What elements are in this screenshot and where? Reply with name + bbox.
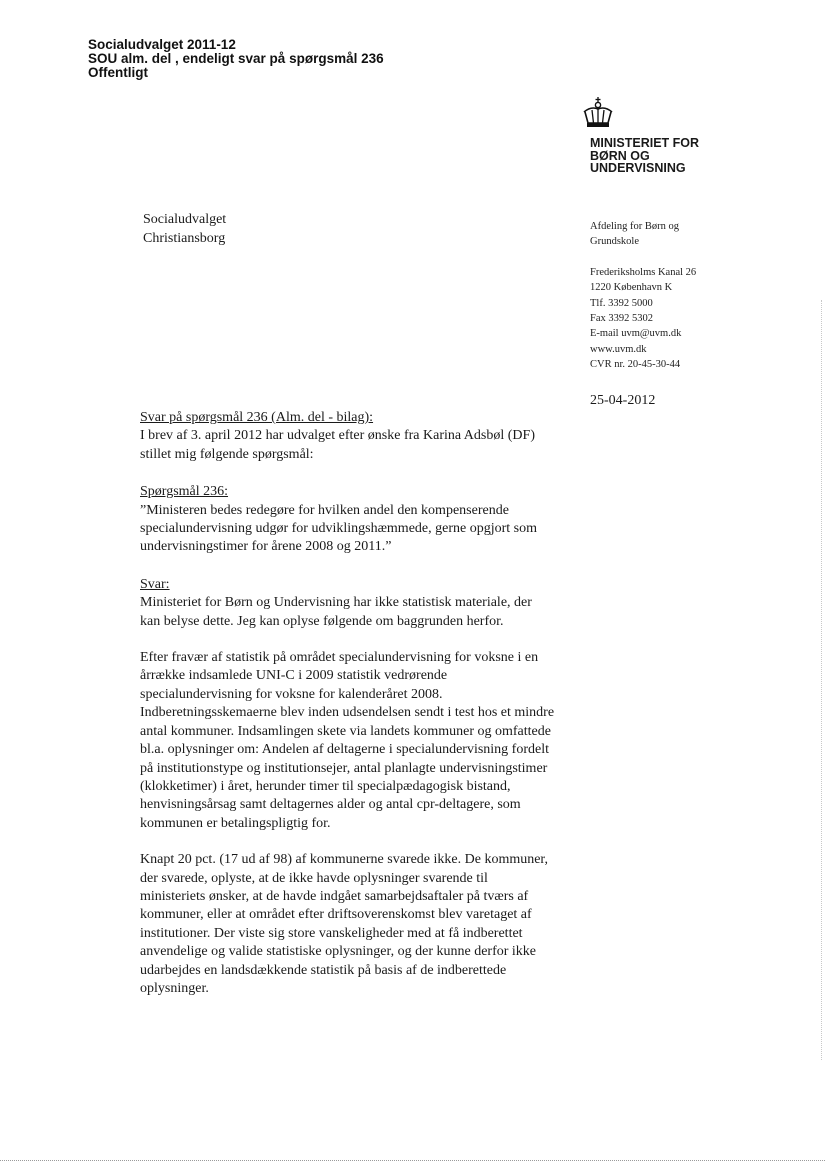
answer-paragraph-1: Ministeriet for Børn og Undervisning har ikke statistisk materiale, der kan belyse dette. Jeg kan oplyse følgende om baggrunden herfor. (140, 595, 532, 629)
street-address: Frederiksholms Kanal 26 (590, 266, 697, 278)
scan-edge-right (821, 300, 822, 1060)
ministry-name: MINISTERIET FOR BØRN OG UNDERVISNING (590, 136, 700, 175)
recipient-address: Socialudvalget Christiansborg (143, 212, 227, 246)
answer-paragraph-2: Efter fravær af statistik på området specialundervisning for voksne i en årrække indsamlede UNI-C i 2009 statistik vedrørende specialundervisning for voksne for kalenderåret 2008. Indberetningsskemaerne blev inden udsendelsen sendt i test hos et mindre antal kommuner. Indsamlingen skete via landets kommuner og omfattede bl.a. oplysninger om: Andelen af deltagerne i specialundervisning fordelt på institutionstype og institutionsejer, antal planlagte undervisningstimer (klokketimer) i året, herunder timer til specialpædagogisk bistand, henvisningsårsag samt deltagernes alder og antal cpr-deltagere, som kommunen er betalingspligtig for. (140, 650, 555, 831)
cvr-number: CVR nr. 20-45-30-44 (590, 359, 681, 371)
answer-heading: Svar: (140, 576, 170, 592)
subject-line: Svar på spørgsmål 236 (Alm. del - bilag): (140, 410, 374, 425)
crown-icon (580, 96, 616, 130)
fax-number: Fax 3392 5302 (590, 313, 653, 325)
answer-paragraph-3: Knapt 20 pct. (17 ud af 98) af kommunerne svarede ikke. De kommuner, der svarede, oplyste, at de ikke havde oplysninger svarende til ministeriets ønsker, at de havde indgået samarbejdsaftaler på tværs af kommuner, eller at området efter driftsoverenskomst blev varetaget af institutioner. Der viste sig store vanskeligheder med at få indberettet anvendelige og valide statistiske oplysninger, og der kunne derfor ikke udarbejdes en landsdækkende statistik på basis af de indberettede oplysninger. (140, 852, 549, 996)
scan-edge-bottom (0, 1160, 825, 1161)
sender-contact-info: Afdeling for Børn og Grundskole Frederiksholms Kanal 26 1220 København K Tlf. 3392 5000 Fax 3392 5302 E-mail uvm@uvm.dk www.uvm.dk CVR nr. 20-45-30-44 (590, 219, 696, 373)
question-text: ”Ministeren bedes redegøre for hvilken andel den kompenserende specialundervisning udgør for udviklingshæmmede, gerne opgjort som undervisningstimer for årene 2008 og 2011.” (140, 502, 537, 555)
department: Afdeling for Børn og (590, 221, 679, 232)
question-heading: Spørgsmål 236: (140, 484, 229, 500)
committee-session: Socialudvalget 2011-12 (88, 37, 236, 52)
document-header (88, 38, 384, 80)
ministry-logo (590, 96, 699, 175)
publicity-status: Offentligt (88, 65, 148, 80)
postal-address: 1220 København K (590, 282, 673, 294)
letter-body (140, 409, 555, 998)
document-reference: SOU alm. del , endeligt svar på spørgsmål 236 (88, 51, 384, 66)
website: www.uvm.dk (590, 343, 647, 355)
phone-number: Tlf. 3392 5000 (590, 297, 653, 309)
email-address: E-mail uvm@uvm.dk (590, 328, 682, 340)
intro-paragraph: I brev af 3. april 2012 har udvalget efter ønske fra Karina Adsbøl (DF) stillet mig følgende spørgsmål: (140, 428, 535, 462)
letter-date: 25-04-2012 (590, 393, 656, 408)
